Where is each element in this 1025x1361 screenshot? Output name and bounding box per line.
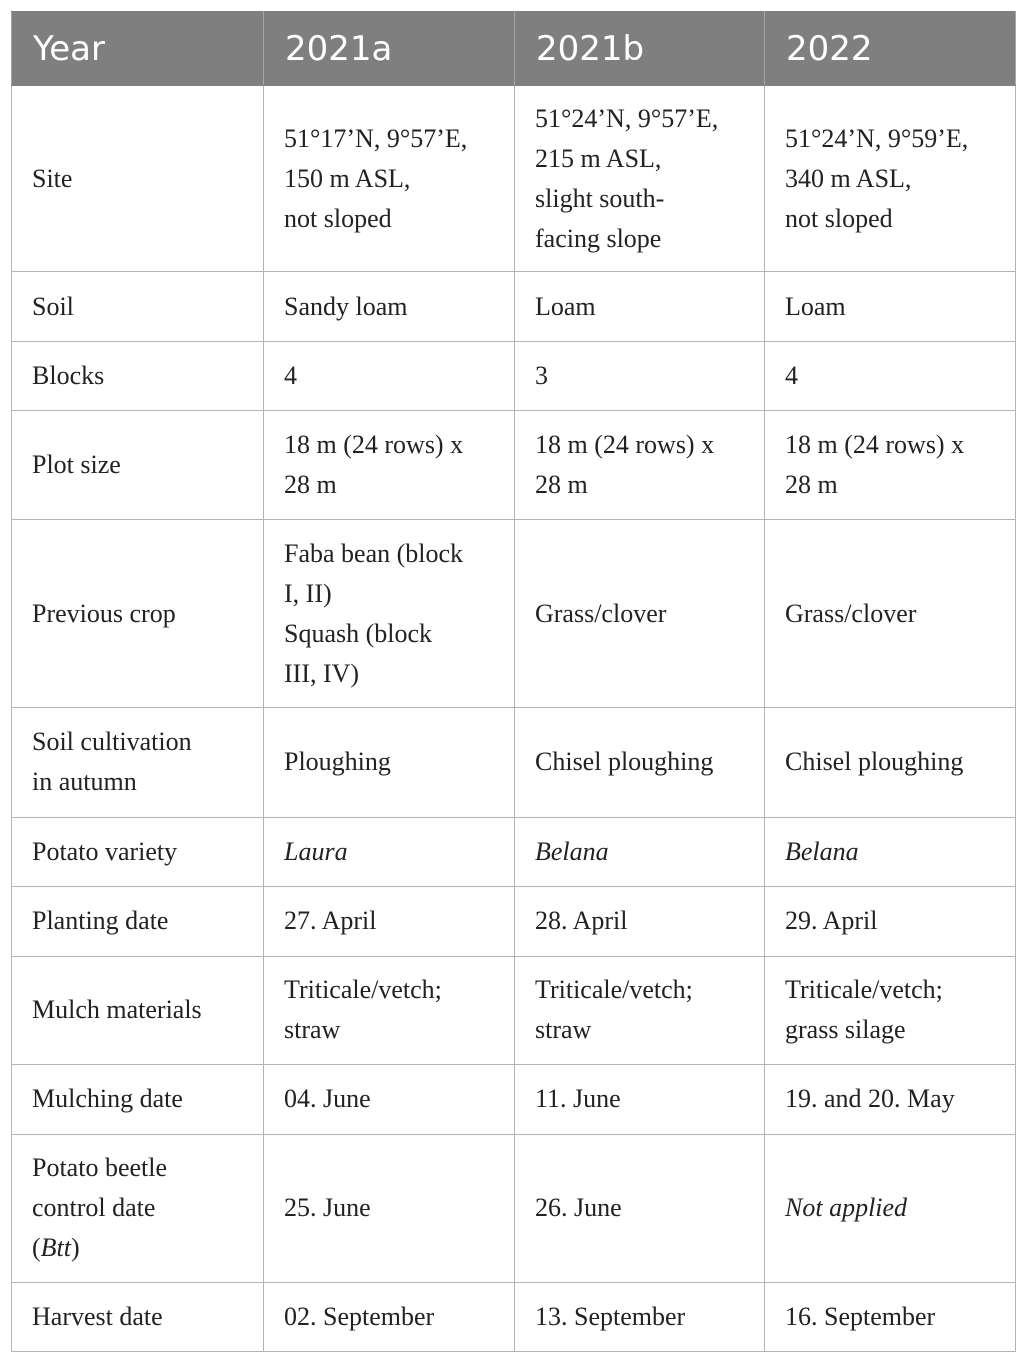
table-row (12, 86, 1016, 272)
table-cell: 13. September (515, 1282, 765, 1351)
table-cell: 25. June (264, 1134, 515, 1282)
table-cell: Triticale/vetch; straw (515, 956, 765, 1064)
header-row (12, 12, 1016, 86)
header-cell-2021b: 2021b (515, 12, 765, 86)
table-cell: 04. June (264, 1064, 515, 1134)
row-label: Soil cultivation in autumn (12, 708, 264, 817)
table-cell: Grass/clover (515, 520, 765, 708)
row-label: Site (12, 86, 264, 272)
table-cell: 18 m (24 rows) x 28 m (515, 411, 765, 520)
table-row (12, 956, 1016, 1064)
table-cell: 11. June (515, 1064, 765, 1134)
row-label: Plot size (12, 411, 264, 520)
table-row (12, 817, 1016, 886)
table-cell: Chisel ploughing (515, 708, 765, 817)
table-cell: 19. and 20. May (765, 1064, 1016, 1134)
table-cell: Faba bean (block I, II) Squash (block III, IV) (264, 520, 515, 708)
table-row (12, 708, 1016, 817)
row-label: Soil (12, 272, 264, 342)
table-cell: 51°17’N, 9°57’E, 150 m ASL, not sloped (264, 86, 515, 272)
table-cell: Not applied (765, 1134, 1016, 1282)
table-cell: Belana (765, 817, 1016, 886)
table-cell: 28. April (515, 886, 765, 956)
row-label: Blocks (12, 342, 264, 411)
header-cell-year: Year (12, 12, 264, 86)
table-cell: 18 m (24 rows) x 28 m (765, 411, 1016, 520)
table-cell: 26. June (515, 1134, 765, 1282)
table-cell: 18 m (24 rows) x 28 m (264, 411, 515, 520)
table-row (12, 886, 1016, 956)
table-cell: 29. April (765, 886, 1016, 956)
table-cell: 4 (264, 342, 515, 411)
table-cell: Chisel ploughing (765, 708, 1016, 817)
table-cell: Ploughing (264, 708, 515, 817)
table-row (12, 520, 1016, 708)
header-cell-2022: 2022 (765, 12, 1016, 86)
table-cell: 51°24’N, 9°59’E, 340 m ASL, not sloped (765, 86, 1016, 272)
table-cell: Loam (765, 272, 1016, 342)
table-cell: 51°24’N, 9°57’E, 215 m ASL, slight south- facing slope (515, 86, 765, 272)
table-cell: Loam (515, 272, 765, 342)
table-cell: Sandy loam (264, 272, 515, 342)
table-row (12, 411, 1016, 520)
row-label: Mulching date (12, 1064, 264, 1134)
header-cell-2021a: 2021a (264, 12, 515, 86)
table-cell: Triticale/vetch; grass silage (765, 956, 1016, 1064)
row-label: Potato variety (12, 817, 264, 886)
row-label: Planting date (12, 886, 264, 956)
table-cell: 3 (515, 342, 765, 411)
table-cell: Belana (515, 817, 765, 886)
table-row (12, 342, 1016, 411)
table-row (12, 1064, 1016, 1134)
row-label: Harvest date (12, 1282, 264, 1351)
table-row (12, 272, 1016, 342)
table-cell: 16. September (765, 1282, 1016, 1351)
experiment-details-table (11, 11, 1016, 1352)
table-cell: Laura (264, 817, 515, 886)
row-label: Potato beetle control date (Btt) (12, 1134, 264, 1282)
table-row (12, 1282, 1016, 1351)
row-label: Previous crop (12, 520, 264, 708)
table-cell: Triticale/vetch; straw (264, 956, 515, 1064)
table-cell: 27. April (264, 886, 515, 956)
table-row (12, 1134, 1016, 1282)
table-cell: 02. September (264, 1282, 515, 1351)
table-cell: 4 (765, 342, 1016, 411)
row-label: Mulch materials (12, 956, 264, 1064)
table-cell: Grass/clover (765, 520, 1016, 708)
